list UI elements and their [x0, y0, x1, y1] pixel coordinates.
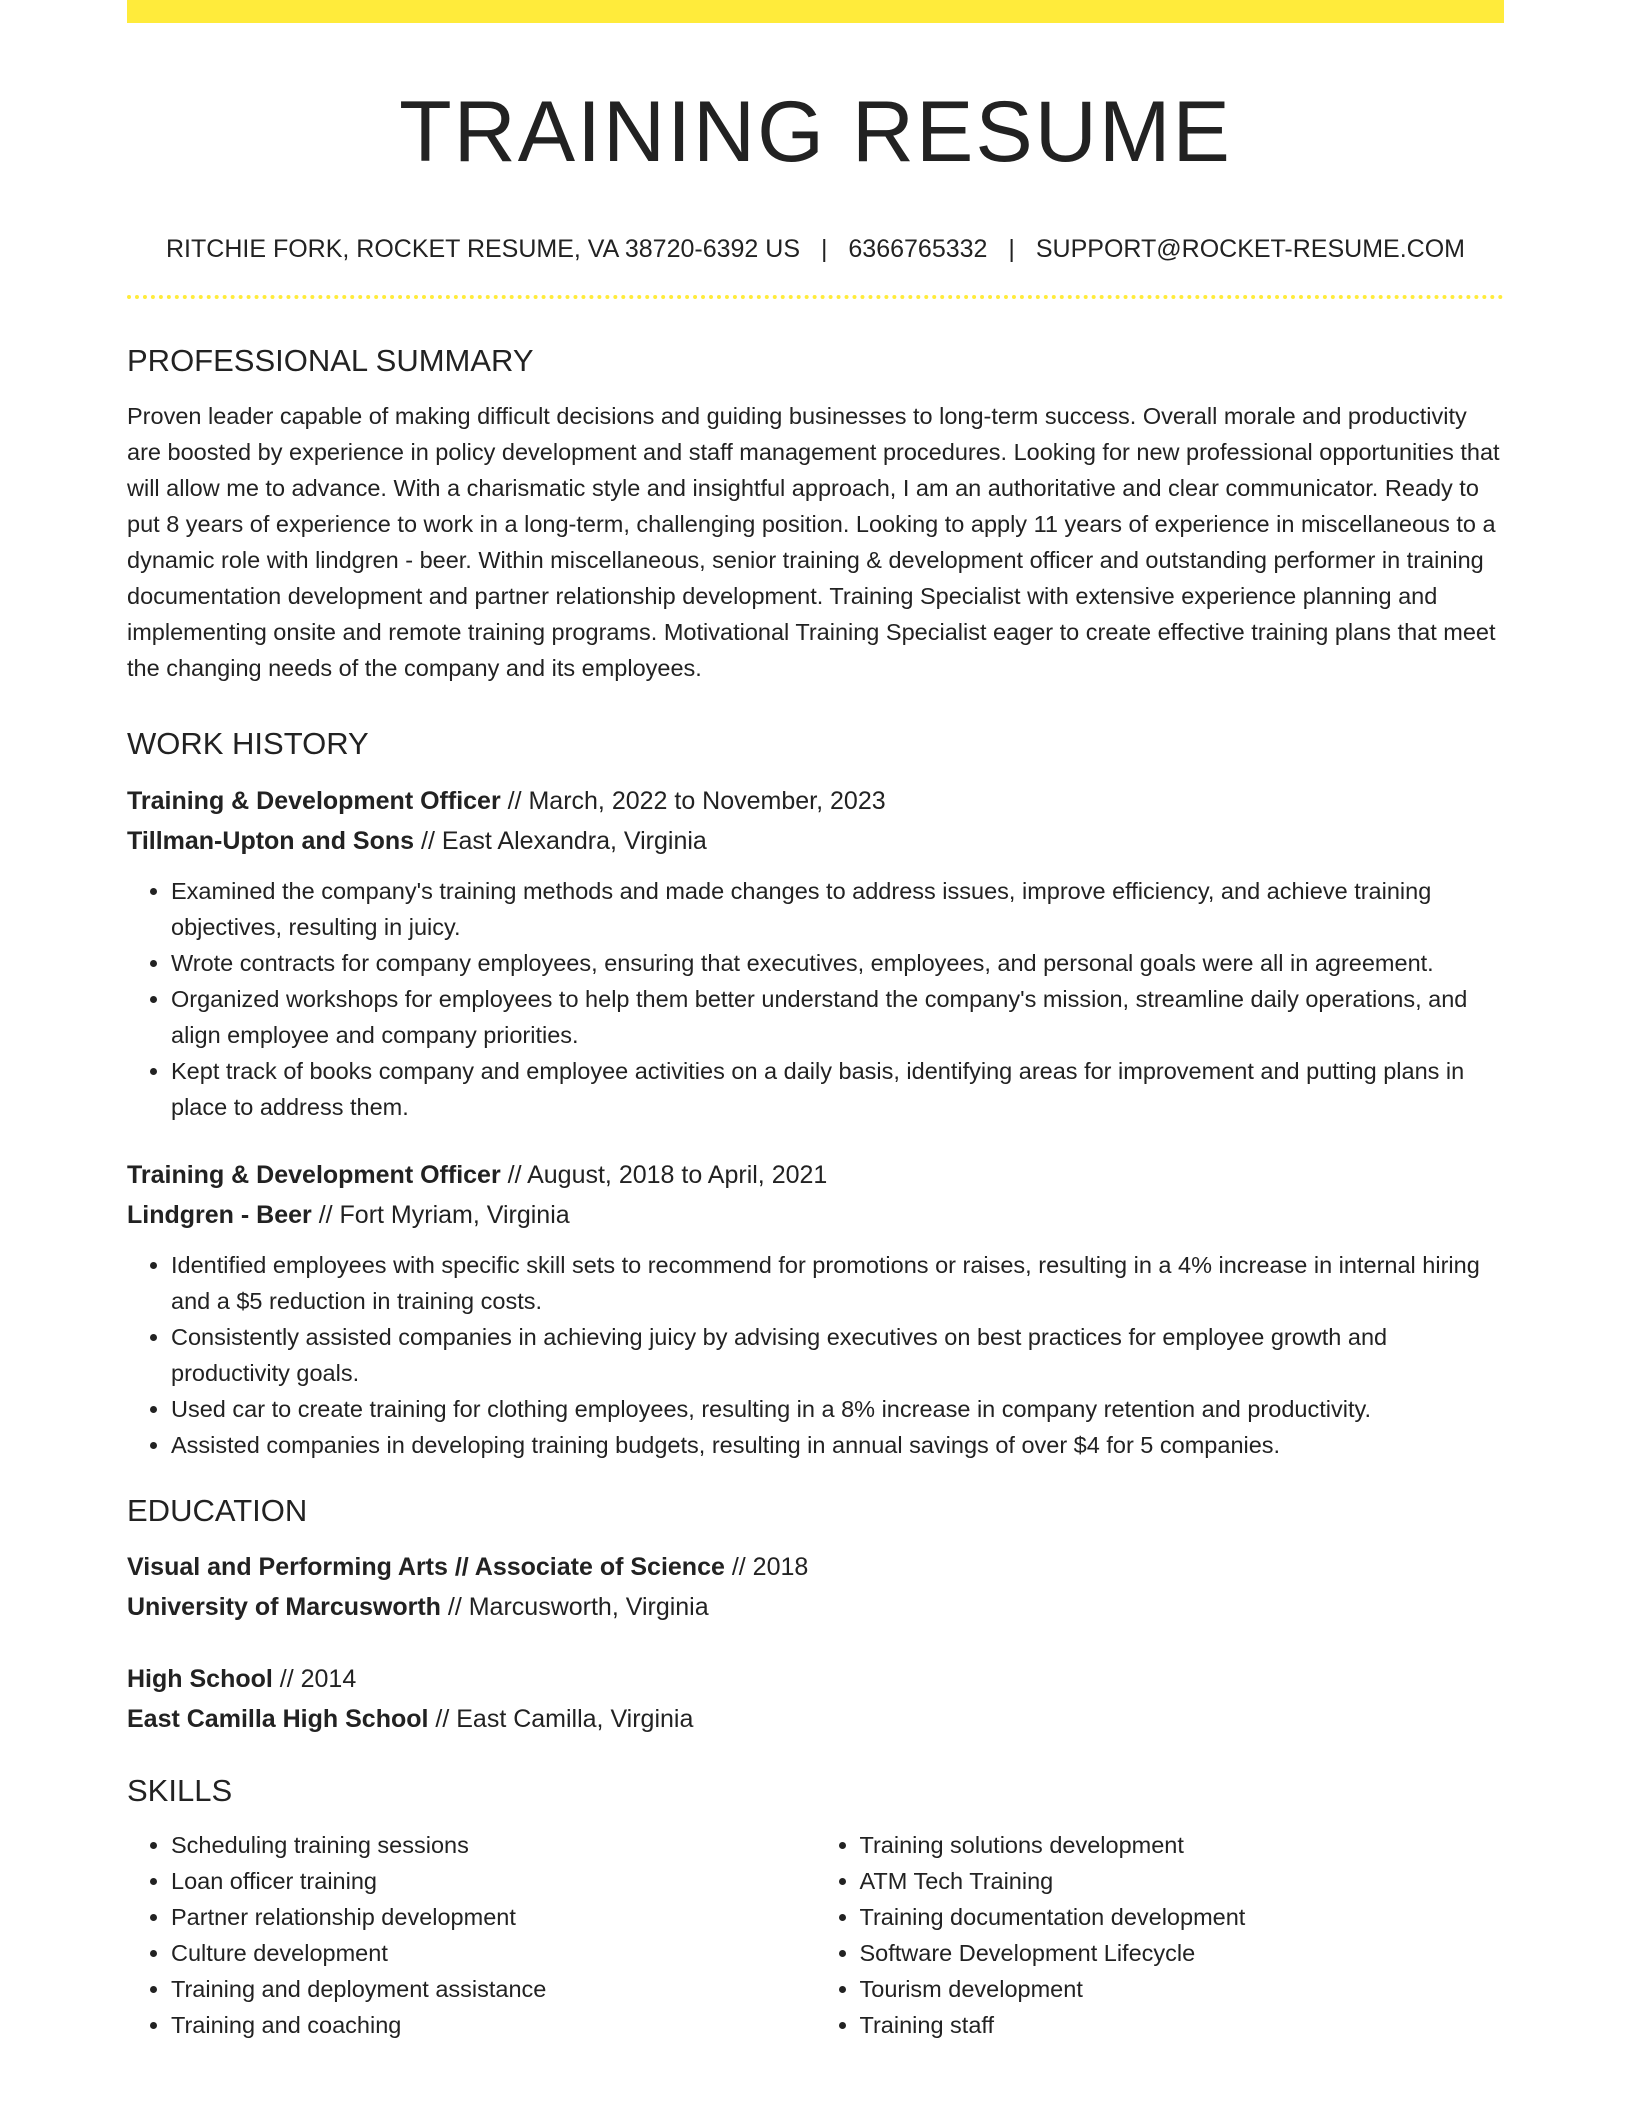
job-entry — [127, 1155, 1504, 1463]
contact-separator: | — [1008, 235, 1015, 263]
job-bullet: • Identified employees with specific skill sets to recommend for promotions or raises, resulting in a 4% increase in internal hiring and a $5 reduction in training costs. — [171, 1247, 1504, 1319]
job-bullet: • Used car to create training for clothing employees, resulting in a 8% increase in company retention and productivity. — [171, 1391, 1504, 1427]
skill-item: • Training documentation development — [860, 1899, 1505, 1935]
skill-item: • Partner relationship development — [171, 1899, 816, 1935]
skills-column-right — [816, 1827, 1505, 2043]
resume-page — [127, 0, 1504, 2043]
job-bullet: • Assisted companies in developing training budgets, resulting in annual savings of over $4 for 5 companies. — [171, 1427, 1504, 1463]
skill-item: • Training staff — [860, 2007, 1505, 2043]
skills-bullets — [127, 1827, 816, 2043]
skill-item: • Culture development — [171, 1935, 816, 1971]
job-title-line — [127, 1155, 1504, 1195]
top-accent-bar — [127, 0, 1504, 23]
education-location: // East Camilla, Virginia — [428, 1705, 694, 1733]
job-company-line — [127, 1195, 1504, 1235]
education-degree-line — [127, 1547, 1504, 1587]
education-year: // 2014 — [272, 1665, 357, 1693]
job-title-line — [127, 781, 1504, 821]
job-company-line — [127, 821, 1504, 861]
job-title: Training & Development Officer — [127, 1161, 501, 1189]
education-school-line — [127, 1587, 1504, 1627]
dotted-divider — [127, 295, 1504, 299]
education-entry — [127, 1659, 1504, 1739]
education-degree: Visual and Performing Arts // Associate of Science — [127, 1553, 725, 1581]
job-bullet: • Consistently assisted companies in achieving juicy by advising executives on best practices for employee growth and productivity goals. — [171, 1319, 1504, 1391]
education-degree: High School — [127, 1665, 273, 1693]
job-bullet: • Kept track of books company and employee activities on a daily basis, identifying areas for improvement and putting plans in place to address them. — [171, 1053, 1504, 1125]
education-entry — [127, 1547, 1504, 1627]
contact-email: SUPPORT@ROCKET-RESUME.COM — [1035, 235, 1465, 263]
contact-line — [127, 234, 1504, 264]
education-year: // 2018 — [724, 1553, 809, 1581]
job-bullet: • Organized workshops for employees to help them better understand the company's mission, streamline daily operations, and align employee and company priorities. — [171, 981, 1504, 1053]
skill-item: • Training solutions development — [860, 1827, 1505, 1863]
education-heading: EDUCATION — [127, 1493, 308, 1528]
job-location: // Fort Myriam, Virginia — [311, 1201, 570, 1229]
skills-column-left — [127, 1827, 816, 2043]
skill-item: • ATM Tech Training — [860, 1863, 1505, 1899]
skill-item: • Scheduling training sessions — [171, 1827, 816, 1863]
job-bullet: • Wrote contracts for company employees, ensuring that executives, employees, and personal goals were all in agreement. — [171, 945, 1504, 981]
summary-text: Proven leader capable of making difficult decisions and guiding businesses to long-term success. Overall morale and productivity are boosted by experience in policy development and staff management procedures. Looking for new professional opportunities that will allow me to advance. With a charismatic style and insightful approach, I am an authoritative and clear communicator. Ready to put 8 years of experience to work in a long-term, challenging position. Looking to apply 11 years of experience in miscellaneous to a dynamic role with lindgren - beer. Within miscellaneous, senior training & development officer and outstanding performer in training documentation development and partner relationship development. Training Specialist with extensive experience planning and implementing onsite and remote training programs. Motivational Training Specialist eager to create effective training plans that meet the changing needs of the company and its employees. — [127, 403, 1500, 681]
job-title: Training & Development Officer — [127, 787, 501, 815]
job-bullet: • Examined the company's training methods and made changes to address issues, improve efficiency, and achieve training objectives, resulting in juicy. — [171, 873, 1504, 945]
work-history-heading: WORK HISTORY — [127, 726, 369, 761]
education-school-line — [127, 1699, 1504, 1739]
skills-bullets — [816, 1827, 1505, 2043]
job-location: // East Alexandra, Virginia — [414, 827, 707, 855]
job-dates: // March, 2022 to November, 2023 — [500, 787, 886, 815]
summary-heading: PROFESSIONAL SUMMARY — [127, 343, 534, 378]
skill-item: • Loan officer training — [171, 1863, 816, 1899]
skill-item: • Training and deployment assistance — [171, 1971, 816, 2007]
skill-item: • Tourism development — [860, 1971, 1505, 2007]
education-degree-line — [127, 1659, 1504, 1699]
job-bullets — [127, 873, 1504, 1125]
job-company: Tillman-Upton and Sons — [127, 827, 415, 855]
skills-heading: SKILLS — [127, 1773, 233, 1808]
skill-item: • Training and coaching — [171, 2007, 816, 2043]
education-school: University of Marcusworth — [127, 1593, 441, 1621]
contact-separator: | — [820, 235, 828, 263]
job-entry — [127, 781, 1504, 1125]
job-dates: // August, 2018 to April, 2021 — [500, 1161, 828, 1189]
contact-phone: 6366765332 — [848, 235, 988, 263]
education-location: // Marcusworth, Virginia — [440, 1593, 709, 1621]
resume-title: TRAINING RESUME — [399, 84, 1232, 180]
job-bullets — [127, 1247, 1504, 1463]
job-company: Lindgren - Beer — [127, 1201, 312, 1229]
contact-address: RITCHIE FORK, ROCKET RESUME, VA 38720-6392 US — [166, 235, 800, 263]
education-school: East Camilla High School — [127, 1705, 429, 1733]
skills-list — [127, 1827, 1504, 2043]
skill-item: • Software Development Lifecycle — [860, 1935, 1505, 1971]
